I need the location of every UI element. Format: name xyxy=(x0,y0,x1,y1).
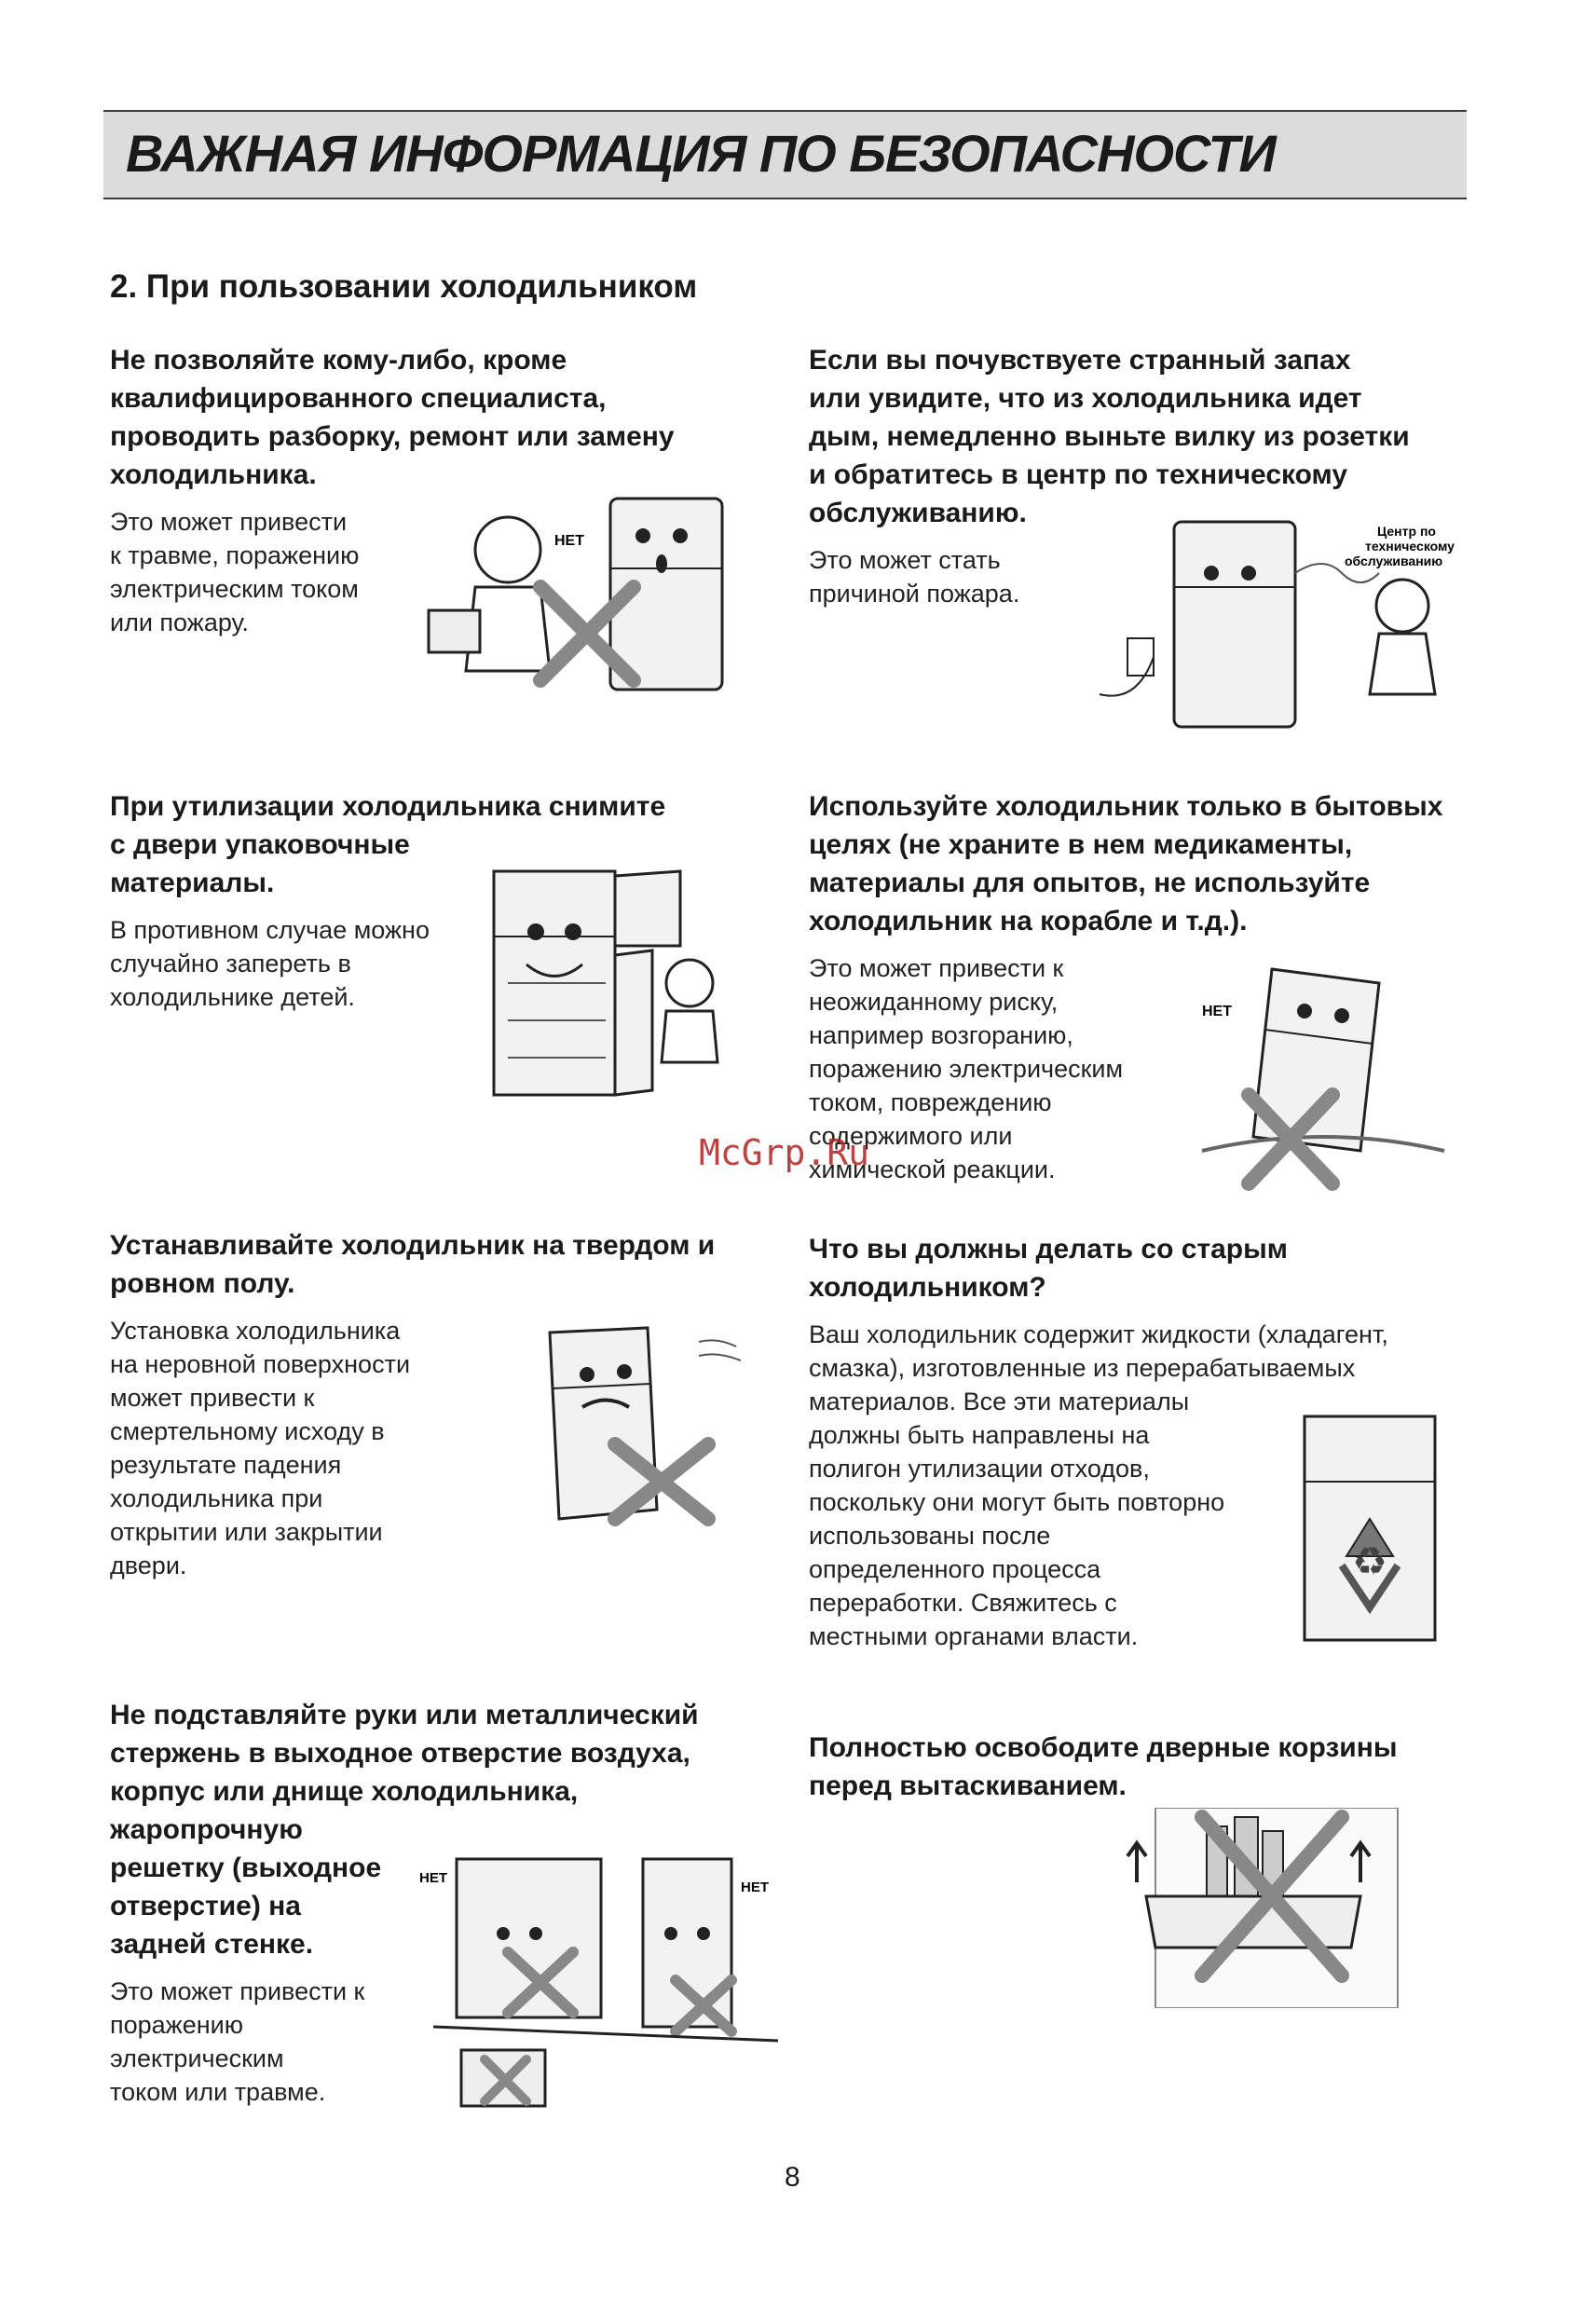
svg-text:НЕТ: НЕТ xyxy=(419,1870,447,1886)
block-body: Это может привести к неожиданному риску, например возгоранию, поражению электрическим током, повреждению содержимого или химической реакции. xyxy=(809,954,1124,1183)
section-title: 2. При пользовании холодильником xyxy=(110,268,698,305)
block-heading: Не подставляйте руки или металлический стержень в выходное отверстие воздуха, корпус или днище холодильника, жаропрочную решетку (выходное отверстие) на задней стенке. xyxy=(110,1700,699,1960)
page-title: ВАЖНАЯ ИНФОРМАЦИЯ ПО БЕЗОПАСНОСТИ xyxy=(126,124,1276,183)
svg-text:техническому: техническому xyxy=(1365,539,1455,554)
block-heading: Не позволяйте кому-либо, кроме квалифицированного специалиста, проводить разборку, ремонт или замену холодильника. xyxy=(110,345,675,490)
watermark: McGrp.Ru xyxy=(699,1132,870,1173)
block-body: В противном случае можно случайно запереть в холодильнике детей. xyxy=(110,916,430,1011)
svg-text:Центр по: Центр по xyxy=(1377,524,1436,539)
block-heading: При утилизации холодильника снимите с двери упаковочные материалы. xyxy=(110,791,666,898)
svg-text:НЕТ: НЕТ xyxy=(1202,1004,1232,1019)
block-body: Это может привести к поражению электрическим током или травме. xyxy=(110,1977,365,2106)
svg-text:НЕТ: НЕТ xyxy=(554,533,584,549)
tilted-fridge-illustration xyxy=(475,1323,755,1528)
smoke-illustration xyxy=(1081,517,1463,731)
block-heading: Что вы должны делать со старым холодильником? xyxy=(809,1234,1288,1303)
ship-fridge-illustration xyxy=(1183,955,1463,1193)
block-body: Ваш холодильник содержит жидкости (хладагент, смазка), изготовленные из перерабатываемых материалов. Все эти материалы должны быть направлены на полигон утилизации отходов, поскольку они могут быть повторно использованы после определенного процесса переработки. Свяжитесь с местными органами власти. xyxy=(809,1320,1388,1650)
block-heading: Полностью освободите дверные корзины перед вытаскиванием. xyxy=(809,1732,1398,1801)
recycle-fridge-illustration xyxy=(1300,1412,1440,1645)
safety-block-door-baskets xyxy=(809,1729,1480,1805)
door-basket-illustration xyxy=(1081,1808,1407,2008)
block-body: Это может привести к травме, поражению электрическим током или пожару. xyxy=(110,508,360,636)
block-heading: Устанавливайте холодильник на твердом и ровном полу. xyxy=(110,1230,716,1299)
svg-text:НЕТ: НЕТ xyxy=(741,1880,769,1895)
open-fridge-child-illustration xyxy=(489,862,731,1100)
block-heading: Если вы почувствуете странный запах или увидите, что из холодильника идет дым, немедленно выньте вилку из розетки и обратитесь в центр по техническому обслуживанию. xyxy=(809,345,1410,528)
svg-text:обслуживанию: обслуживанию xyxy=(1345,554,1443,568)
air-outlet-illustration xyxy=(415,1840,787,2111)
repair-illustration xyxy=(401,485,773,708)
page-number: 8 xyxy=(785,2162,800,2193)
block-heading: Используйте холодильник только в бытовых целях (не храните в нем медикаменты, материалы для опытов, не используйте холодильник на корабле и т.д.). xyxy=(809,791,1443,936)
block-body: Установка холодильника на неровной поверхности может привести к смертельному исходу в результате падения холодильника при открытии или закрытии двери. xyxy=(110,1317,411,1579)
header-bar xyxy=(103,110,1467,199)
block-body: Это может стать причиной пожара. xyxy=(809,546,1020,608)
recycle-icon: ♻ xyxy=(1352,1539,1387,1583)
